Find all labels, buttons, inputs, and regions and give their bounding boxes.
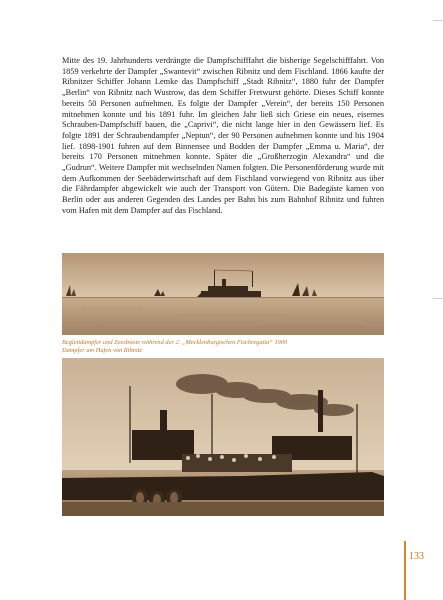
photo-regatta-steamers (62, 253, 384, 335)
photo-harbour-steamer (62, 358, 384, 516)
caption-line-harbour: Dampfer am Hafen von Ribnitz (62, 347, 142, 355)
caption-line-regatta: Begleitdampfer und Zeesboote während der 2. „Mecklenburgischen Fischregatta“ 1909 (62, 339, 288, 346)
page-number: 133 (409, 551, 424, 562)
crop-mark-middle (433, 298, 443, 299)
photo-caption (62, 339, 402, 355)
crop-mark-top (433, 20, 443, 21)
page-number-rule (404, 541, 406, 600)
body-paragraph: Mitte des 19. Jahrhunderts verdrängte die Dampfschifffahrt die bisherige Segelschifffahrt. Von 1859 verkehrte der Dampfer „Swantevit“ zwischen Ribnitz und dem Fischland. 1866 kaufte der Ribnitzer Schiffer Johann Lemke das Dampfschiff „Stadt Ribnitz“, 1880 fuhr der Dampfer „Berlin“ von Ribnitz nach Wustrow, das dem Schiffer Fretwurst gehörte. Dieses Schiff konnte bereits 50 Personen aufnehmen. Es folgte der Dampfer „Verein“, der bereits 150 Personen mitnehmen konnte und bis 1891 fuhr. Im gleichen Jahr ließ sich Griese ein neues, eisernes Schrauben-Dampfschiff bauen, die „Caprivi“, die nicht lange hier in den Gewässern lief. Es folgte 1891 der Schraubendampfer „Neptun“, der 90 Personen aufnehmen konnte und bis 1904 lief. 1898-1901 fuhren auf dem Binnensee und Bodden der Dampfer „Emma u. Maria“, der bereits 170 Personen mitnehmen konnte. Später die „Großherzogin Alexandra“ und die „Gudrun“. Weitere Dampfer mit wechselnden Namen folgten. Die Personenförderung wurde mit dem Aufkommen der Seebäderwirtschaft auf dem Fischland vorwiegend von Ribnitz aus über die Fährdampfer abgewickelt wie auch der Transport von Gütern. Die Badegäste kamen von Berlin oder aus anderen Gegenden des Landes per Bahn bis zum Bahnhof Ribnitz und fuhren vom Hafen mit dem Dampfer auf das Fischland. (62, 56, 384, 215)
